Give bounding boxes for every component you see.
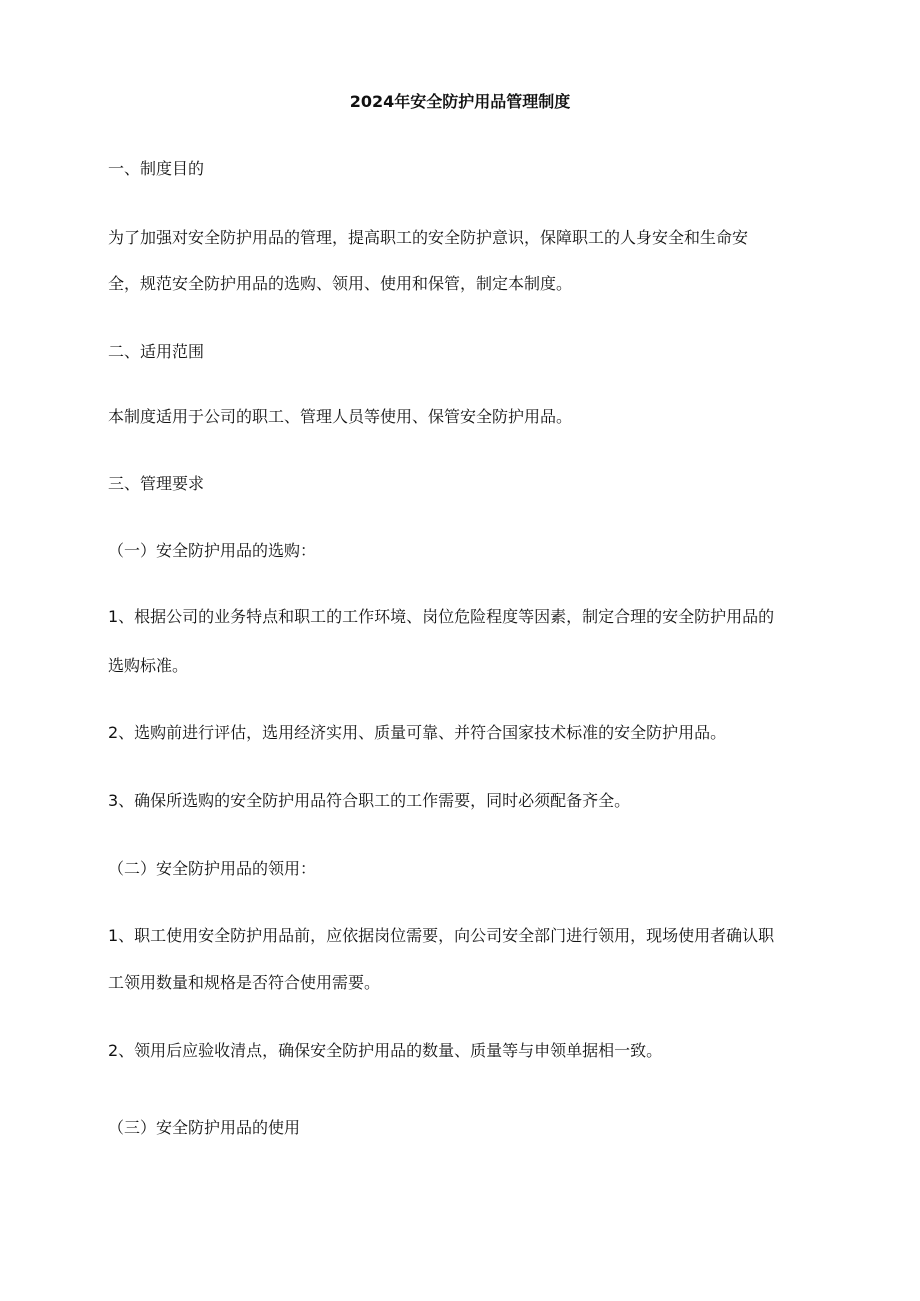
list-item-line: 1、根据公司的业务特点和职工的工作环境、岗位危险程度等因素，制定合理的安全防护用品的 <box>108 607 775 626</box>
subsection-heading-purchase: （一）安全防护用品的选购： <box>108 541 317 560</box>
subsection-heading-usage: （三）安全防护用品的使用 <box>108 1118 301 1137</box>
list-item-line: 工领用数量和规格是否符合使用需要。 <box>108 973 381 992</box>
paragraph-line: 本制度适用于公司的职工、管理人员等使用、保管安全防护用品。 <box>108 407 573 426</box>
list-item-line: 3、确保所选购的安全防护用品符合职工的工作需要，同时必须配备齐全。 <box>108 791 631 810</box>
section-heading-requirements: 三、管理要求 <box>108 474 205 493</box>
section-heading-scope: 二、适用范围 <box>108 342 205 361</box>
paragraph-line: 全，规范安全防护用品的选购、领用、使用和保管，制定本制度。 <box>108 274 573 293</box>
list-item-line: 2、领用后应验收清点，确保安全防护用品的数量、质量等与申领单据相一致。 <box>108 1041 663 1060</box>
list-item-line: 2、选购前进行评估，选用经济实用、质量可靠、并符合国家技术标准的安全防护用品。 <box>108 723 727 742</box>
document-title: 2024年安全防护用品管理制度 <box>349 92 571 111</box>
section-heading-purpose: 一、制度目的 <box>108 159 205 178</box>
list-item-line: 选购标准。 <box>108 656 189 675</box>
list-item-line: 1、职工使用安全防护用品前，应依据岗位需要，向公司安全部门进行领用，现场使用者确认职 <box>108 926 775 945</box>
paragraph-line: 为了加强对安全防护用品的管理，提高职工的安全防护意识，保障职工的人身安全和生命安 <box>108 228 749 247</box>
subsection-heading-issue: （二）安全防护用品的领用： <box>108 859 317 878</box>
